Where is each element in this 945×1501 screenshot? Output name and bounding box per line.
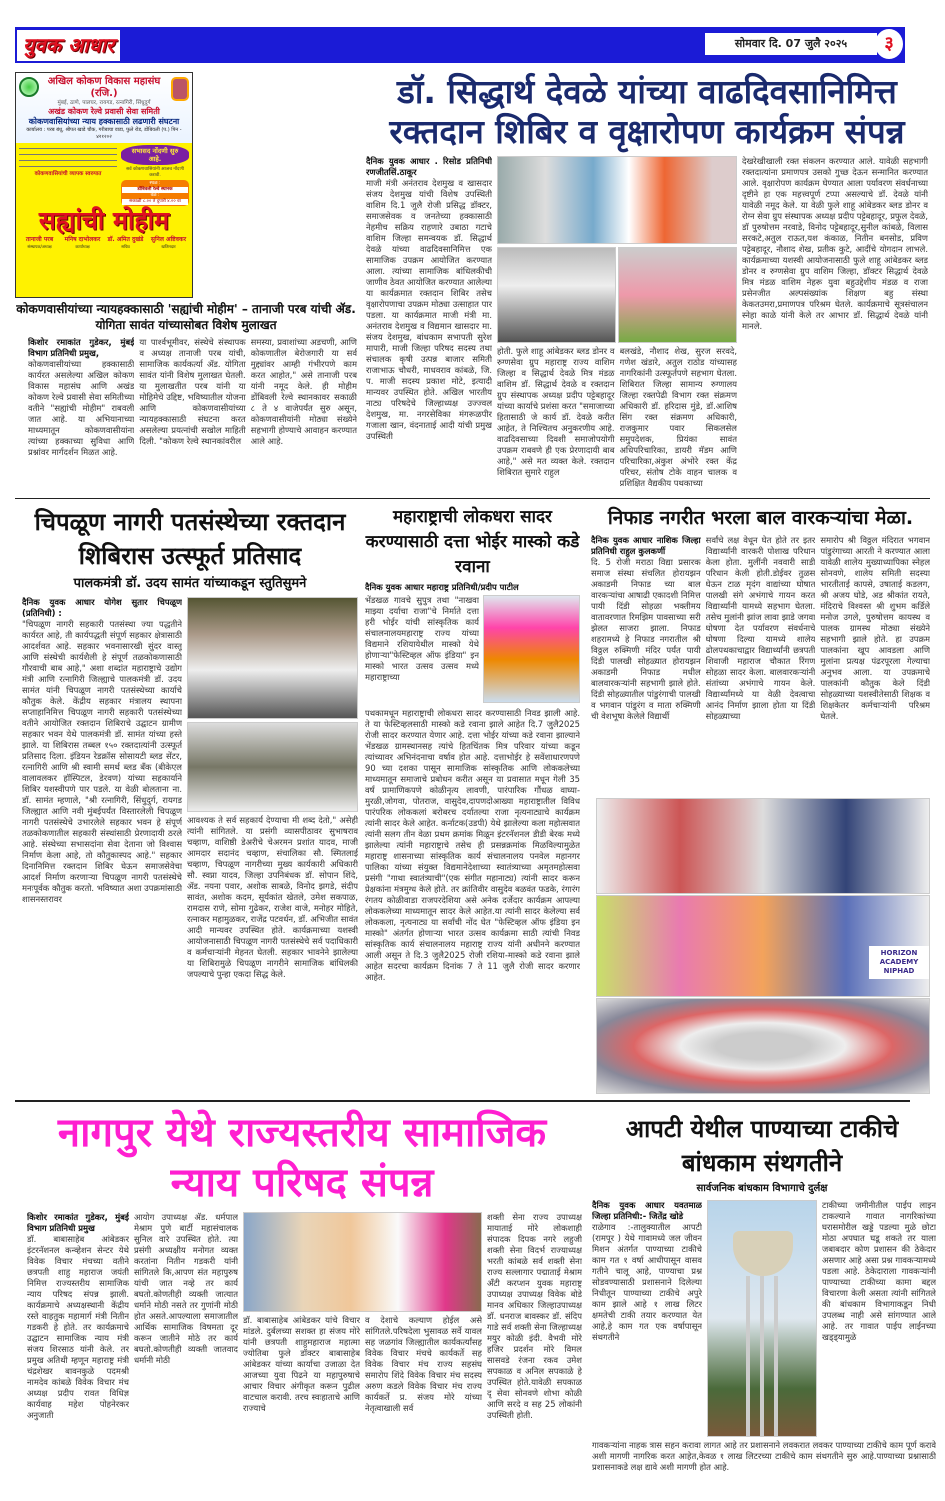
- section-divider: [15, 498, 930, 499]
- a3-headline: चिपळूण नागरी पतसंस्थेच्या रक्तदान शिबिरास उत्स्फूर्त प्रतिसाद: [34, 508, 346, 570]
- blood-donation-photo: [497, 156, 737, 244]
- tank-pillars: [746, 1276, 780, 1436]
- a3-byline: दैनिक युवक आधार योगेश सुतार चिपळूण (प्रतिनिधी) :: [22, 597, 182, 618]
- a4-headline: महाराष्ट्राची लोकधरा सादर करण्यासाठी दत्ता भोईर मास्को कडे रवाना: [365, 507, 580, 577]
- portrait-icon: [171, 77, 189, 101]
- ad-person: [148, 236, 189, 249]
- a6-col1: [27, 1212, 129, 1496]
- a7-col2: टाकीच्या जमीनीतील पाईप लाइन टाकल्याने गावात नागरिकांच्या घरासमोरील खड्डे पडल्या मुळे छोटा मोठा अपघात घडू शकते तर याला जबाबदार कोण प्रशासन की ठेकेदार असणार आहे असा प्रश्न गावकऱ्यामध्ये पडला आहे. ठेकेदाराला गावकऱ्यांनी पाण्याच्या टाकीच्या कामा बद्दल विचारणा केली असता त्यांनी सांगितले की बांधकाम विभागाकडून निधी उपलब्ध नाही असे सांगण्यात आले आहे. तर गावात पाईप लाईनच्या खड्ड्यामुळे: [822, 1200, 936, 1342]
- a4-top-row: [365, 595, 580, 705]
- article-sahyanchi-mohim: [15, 301, 357, 495]
- a6-lower-cols: [243, 1315, 482, 1496]
- a5-byline: दैनिक युवक आधार नाशिक जिल्हा प्रतिनिधी राहुल कुलकर्णी: [591, 535, 701, 556]
- a5-col2: सर्वांचे लक्ष वेधून घेत होते तर इतर विद्यार्थ्यांनी वारकरी पोशाख परिधान केला होता. मुलींनी नववारी साडी परिधान केली होती.डोईवर तुळस घेऊन टाळ मृदंग वाद्यांच्या घोषात पालखी संगे अभंगाचे गायन करत विद्यार्थ्यांनी यामध्ये सहभाग घेतला. तसेच मुलांनी झांज लावा झाडे जगवा घोषणा देत पर्यावरण संवर्धनाचे घोषणा दिल्या यामध्ये शालेय ढोलपथकाचाद्वार विद्यार्थ्यांनी छत्रपती शिवाजी महाराज चौकात रिंगण सोहळा सादर केला. बालवारकऱ्यांनी संतांच्या अभंगाचे गायन केले. विद्यार्थ्यांमध्ये या वेळी देवत्वाचा आनंद निर्माण झाला होता या दिंडी सोहळ्याच्या: [705, 535, 816, 721]
- campaign-title: सह्यांची मोहीम: [38, 206, 170, 235]
- ad-yellow-panel: [16, 143, 192, 297]
- person-role: सचिव: [121, 243, 130, 249]
- a4-byline: दैनिक युवक आधार महाराष्ट्र प्रतिनिधी/प्रदीप पाटील: [365, 582, 519, 592]
- person-name: तानाजी परब: [25, 236, 54, 243]
- a2-text: माजी मंत्री अनंतराव देशमुख व खासदार संजय देशमुख यांची विशेष उपस्थिती वाशिम दि.1 जुलै रोजी प्रसिद्ध डॉक्टर, समाजसेवक व जनतेच्या हक्कासाठी नेहमीच सक्रिय राहणारे उबाठा गटाचे वाशिम जिल्हा समन्वयक डॉ. सिद्धार्थ देवळे यांच्या वाढदिवसानिमित्त एक सामाजिक उपक्रम आयोजित करण्यात आला. त्यांच्या सामाजिक बांधिलकीची जाणीव ठेवत आयोजित करण्यात आलेल्या या कार्यक्रमात रक्तदान शिबिर तसेच वृक्षारोपणाचा उपक्रम मोठ्या उत्साहात पार पडला. या कार्यक्रमात माजी मंत्री मा. अनंतराव देशमुख व विद्यमान खासदार मा. संजय देशमुख, बांधकाम सभापती सुरेश मापारी, माजी जिल्हा परिषद सदस्य तथा संचालक कृषी उत्पन्न बाजार समिती राजाभाऊ चौधरी, माधवराव कांबळे, जि. प. माजी सदस्य प्रकाश मोटे, इत्यादी मान्यवर उपस्थित होते. अखिल भारतीय नाट्य परिषदेचे जिल्हाध्यक्ष उज्ज्वल देशमुख, मा. नगरसेविका मंगरूळपीर गजाला खान, वंदनाताई आदी यांची प्रमुख उपस्थिती: [366, 178, 492, 441]
- a3-col2: आवश्यक ते सर्व सहकार्य देण्याचा मी शब्द देतो," असेही त्यांनी सांगितले. या प्रसंगी व्यासपीठावर सुभाषराव चव्हाण, वाशिष्ठी डेअरीचे चेअरमन प्रशांत यादव, माजी आमदार सदानंद चव्हाण, संचालिका सौ. स्मितलाई चव्हाण, चिपळूण नागरीच्या मुख्य कार्यकारी अधिकारी सौ. स्वप्ना यादव, जिल्हा उपनिबंधक डॉ. सोपान शिंदे, ॲड. नयना पवार, अशोक साबळे, विनोद झगडे, संदीप सावंत, अशोक कदम, सूर्यकांत खेतले, उमेश सकपाळ, रामदास राणे, सोमा गुढेकर, राजेश वाजे, मनोहर मोहिते, रत्नाकर महामुळकर, राजेंद्र पटवर्धन, डॉ. अभिजीत सावंत आदी मान्यवर उपस्थित होते. कार्यक्रमाच्या यशस्वी आयोजनासाठी चिपळूण नागरी पतसंस्थेचे सर्व पदाधिकारी व कर्मचाऱ्यांनी मेहनत घेतली. सहकार भावनेने झालेल्या या शिबिरामुळे चिपळूण नागरीने सामाजिक बांधिलकी जपल्याचे पुन्हा एकदा सिद्ध केले.: [187, 815, 358, 979]
- a2-byline: दैनिक युवक आधार . रिसोड प्रतिनिधी रणजीतसिं.ठाकूर: [366, 156, 492, 177]
- donors-photo-1: [497, 247, 616, 343]
- donors-photo-2: [618, 247, 737, 343]
- a1-text: कोकणवासीयांच्या हक्कासाठी कार्यरत असलेल्या अखिल कोकण विकास महासंघ आणि अखंड कोकण रेल्वे प्रवासी सेवा समितीच्या वतीने "सह्यांची मोहीम" राबवली जात आहे. या अभियानाच्या माध्यमातून कोकणवासीयांना त्यांच्या हक्काच्या सुविधा आणि प्रश्नांवर मार्गदर्शन मिळत आहे.: [28, 359, 135, 457]
- horizon-academy-banner: HORIZON ACADEMY NIPHAD: [869, 946, 929, 979]
- ad-person: [19, 236, 60, 249]
- a6-col5: शक्ती सेना राज्य उपाध्यक्ष मायाताई मोरे लोकशाही संपादक दिपक नगरे लहुजी शक्ती सेना विदर्भ राज्याध्यक्ष भरती कांबळे सर्व शक्ती सेना राज्य सल्लागार पद्माताई मेश्राम अँटी करप्शन युवक महाराष्ट्र उपाध्यक्ष उपाध्यक्ष विवेक बोडे मानव अधिकार जिल्हाउपाध्यक्ष डॉ. धनराज बावस्कर डॉ. संदिप गाडे सर्व शक्ती सेना जिल्हाध्यक्ष मयुर कोळी इंदी. वैभवी मोरे हजिर प्रदर्शन मोरे विमल सासवडे रंजना रकव उमेश सपकाळ व अनिल सपकाळे हे उपस्थित होते.यावेळी सपकाळ दृ सेवा सोनवणे शोभा कोळी आणि सरदे व सह 25 लोकांनी उपस्थिती होती.: [487, 1212, 582, 1420]
- person-role: कार्याध्यक्ष: [75, 243, 90, 249]
- newspaper-logo: युवक आधार: [17, 30, 120, 61]
- a3-col1: [22, 597, 182, 1094]
- a2-lower-cols: [497, 346, 737, 493]
- a4-col2: पथकामधून महाराष्ट्राची लोकधरा सादर करण्यासाठी निवड झाली आहे. ते या फेस्टिव्हलसाठी मास्को कडे रवाना झाले आहेत दि.7 जुलै2025 रोजी सादर करण्यात येणार आहे. दत्ता भोईर यांच्या कडे रवाना झाल्याने भेंडखळ ग्रामस्थानसह त्यांचे हितचिंतक मित्र परिवार यांच्या कडून त्यांच्यावर अभिनंदनाचा वर्षाव होत आहे. दत्ताभोईर हे सवेंशाधारणपणे 90 च्या दशका पासून सामाजिक सांस्कृतिक आणि लोककलेच्या माध्यमातून समाजाचे प्रबोधन करीत असून या प्रवासात मधून गेली 35 वर्षं प्रामाणिकपणे कोळीनृत्य लावणी, पारंपारिक गौंधळ वाघ्या-मुरळी,जोगवा, पोतराज, वासुदेव,दापणदोआख्या महाराष्ट्रातील विविध पारंपरिक लोककलां बरोबरच दर्यातल्या राजा नृत्यनाट्याचे कार्यक्रम त्यांनी सादर केले आहेत. कर्नाटक(उडपी) येथे झालेल्या कला महोत्सवात त्यांनी सलग तीन वेळा प्रथम क्रमांक मिळून इंटरनॅशनल डीडी बेरक मध्ये झालेल्या त्यांनी महाराष्ट्राचे तसेच ही प्रसन्नक्रमांक मिळविल्यामुळेत महाराष्ट्र शासनाच्या सांस्कृतिक कार्य संचालनालय पनवेल महानगर पालिका यांच्या संयुक्त विद्यमानेदेशाच्या स्वातंत्र्याच्या अमृतमहोत्सवा प्रसंगी "गाथा स्वातंत्र्याची"(एक संगीत महानाट्य) त्यांनी सादर करून प्रेक्षकांना मंत्रमुग्ध केले होते. तर क्रांतिवीर वासुदेव बळवंत फडके, रंगारंग रंगतय कोळीवाडा राजपरदेशिया असे अनेक दर्जेदार कार्यक्रम आपल्या लोककलेच्या माध्यमातून सादर केले आहेत.या त्यांनी सादर केलेल्या सर्व लोककला, नृत्यनाट्य या सर्वांची नोंद घेत "फेस्टिव्हल ऑफ इंडिया इन मास्को" अंतर्गत होणाऱ्या भारत उत्सव कार्यक्रमा साठी त्यांची निवड सांस्कृतिक कार्य संचालनालय महाराष्ट्र राज्य यांनी अधीनने करण्यात आली असून ते दि.3 जुलै2025 रोजी रशिया-मास्को कडे रवाना झाले आहेत सदरचा कार्यक्रम दिनांक 7 ते 11 जुलै रोजी सादर करणार आहेत.: [365, 708, 580, 982]
- ad-bullet-lines: [19, 145, 117, 169]
- a6-byline: किशोर रमाकांत गुडेकर, मुंबई विभाग प्रतिनिधी प्रमुख: [27, 1212, 129, 1233]
- water-tank-photo: [707, 1200, 817, 1437]
- a2-photo-row: [497, 247, 737, 343]
- a2-col1: [366, 156, 492, 493]
- a6-text: डॉ. बाबासाहेब आंबेडकर इंटरनॅशनल कन्व्हेशन सेन्टर येथे विवेक विचार मंचच्या वतीने छत्रपती शाहु महाराज जयंती निमित्त राज्यस्तरीय सामाजिक न्याय परिषद संपन्न झाली. कार्यक्रमाचे अध्यक्षस्थानी केंद्रीय रस्ते वाहतुक महामार्ग मंत्री नितीन गडकरी हे होते. तर कार्यक्रमाचे उद्घाटन सामाजिक न्याय मंत्री संजय शिरसाठ यांनी केले. तर प्रमुख अतिथी म्हणून महाराष्ट्र मंत्री चंद्रशेखर बावनकुळे पदमश्री नामदेव कांबळे विवेक विचार मंच अध्यक्ष प्रदीप रावत विधिज्ञ कार्यवाह महेश पोहनेरकर अनुजाती: [27, 1234, 129, 1420]
- ad-org-name: अखिल कोकण विकास महासंघ (रजि.): [47, 76, 161, 99]
- ad-person: [105, 236, 146, 249]
- ad-upper: [19, 145, 189, 206]
- a3-right: [187, 597, 358, 1094]
- a6-col3: डॉ. बाबासाहेब आंबेडकर यांचे विचार मांडले. दुर्बलच्या सशक्त हा संजय मोरे यांनी छत्रपती शाहुमहाराज महात्मा ज्योतिबा फुले डॉक्टर बाबासाहेब आंबेडकर यांच्या कार्याचा उजाळा देत आजच्या युवा पिढने या महापुरुषाचे आचार विचार अंगीकृत करून पुढील वाटचाल करावी. तरच स्वःहाताचे आणि राज्याचे: [243, 1315, 360, 1413]
- time-label: वेळ :: [150, 193, 160, 198]
- ad-left: [19, 145, 117, 206]
- a7-byline: दैनिक युवक आधार यवतमाळ जिल्हा प्रतिनिधी:- जितेंद्र खोडे: [592, 1200, 702, 1221]
- teachers-group-photo: [596, 895, 930, 997]
- a2-headline: डॉ. सिद्धार्थ देवळे यांच्या वाढदिवसानिमित्त रक्तदान शिबिर व वृक्षारोपण कार्यक्रम संपन्न: [389, 72, 905, 151]
- a3-subhead: पालकमंत्री डॉ. उदय सामंत यांच्याकडून स्तुतिसुमने: [73, 576, 307, 591]
- a1-byline: किशोर रमाकांत गुडेकर, मुंबई विभाग प्रतिनिधी प्रमुख,: [28, 337, 135, 358]
- person-role: खजिनदार: [161, 243, 176, 249]
- tank-shape: [733, 1231, 793, 1276]
- a6-col4: व देशाचे कल्याण होईल असे सांगितले.परिषदेला भुसावळ सर्वे यावल सह जळगांव जिल्ह्यातील कार्यकर्त्यांसह विवेक विचार मंचचे कार्यकर्ते सह विवेक विचार मंच राज्य सहसंघ समारोप शिंदे विवेक विचार मंच सदस्य अरुण कडले विवेक विचार मंच राज्य कार्यकर्ते प्र. संजय मोरे यांच्या नेतृत्वाखाली सर्व: [365, 1315, 482, 1413]
- a6-middle: [243, 1212, 482, 1496]
- a7-col1: [592, 1200, 702, 1437]
- ad-address: कार्यालय : परब बंधू, श्रीपत खाडे चौक, गरीबाचा वाडा, फुले रोड, डोंबिवली (प.) पिन - ४२१२०२: [26, 127, 182, 140]
- article-blood-donation: [366, 72, 928, 493]
- a2-col2: होती. फुले शाहू आंबेडकर ब्लड डोनर व रुग्णसेवा ग्रुप महाराष्ट्र राज्य वाशिम जिल्हा व सिद्धार्थ देवळे मित्र मंडळ वाशिम डॉ. सिद्धार्थ देवळे व रक्तदान ग्रुप संस्थापक अध्यक्ष प्रदीप पट्टेबहादूर यांच्या कार्याचे प्रशंसा करत "समाजाच्या हितासाठी जे कार्य डॉ. देवळे करीत आहेत, ते निश्चितच अनुकरणीय आहे. वाढदिवसाच्या दिवशी समाजोपयोगी उपक्रम राबवणे ही एक प्रेरणादायी बाब आहे," असे मत व्यक्त केले. रक्तदान शिबिरात सुमारे राहुल: [497, 346, 615, 477]
- a5-col3: समारोप श्री विठ्ठल मंदिरात भगवान पांडुरंगाच्या आरती ने करण्यात आला यावेळी शालेय मुख्याध्यापिका स्नेहल सोनवणे, शालेय समिती सदस्या भारतीताई कापसे, उषाताई कडलग, श्री अजय घोडे, अड श्रीकांत रायते, मंदिराचे विश्वस्त श्री शुभम कर्डिले मनोज उगले, पुरुषोत्तम कायस्थ व पालक ग्रामस्थ मोठ्या संख्येने सहभागी झाले होते. हा उपक्रम पालकांना खूप आवडला आणि मुलांना प्रत्यक्ष पंढरपूरला गेल्याचा अनुभव आला. या उपक्रमाचे पालकांनी कौतुक केले दिंडी सोहळ्याच्या यशस्वीतेसाठी शिक्षक व शिक्षकेतर कर्मचाऱ्यांनी परिश्रम घेतले.: [820, 535, 931, 721]
- ad-sub: कोकणवासियांची व्यापक स्वरुपात: [34, 171, 102, 177]
- article-nagpur: [22, 1108, 582, 1496]
- person-role: संस्थापक/अध्यक्ष: [27, 243, 52, 249]
- section-divider: [15, 1100, 910, 1102]
- membership-burst: सभासद नोंदणी सुरु आहे.: [121, 145, 189, 165]
- a4-byline-block: [365, 582, 580, 593]
- article-apti-tank: [588, 1112, 936, 1496]
- a5-text: दि. 5 रोजी मराठा विद्या प्रसारक समाज संस्था संचलित होरायझन अकाडमी निफाड च्या बाल वारकऱ्यांचा आषाढी एकादशी निमित्त पायी दिंडी सोहळा भक्तीमय वातावरणात रिमझिम पावसाच्या सरी झेलत साजरा झाला. निफाड शहरामध्ये हे निफाड नगरातील श्री विठ्ठल रुक्मिणी मंदिर पर्यंत पायी दिंडी पालखी सोहळ्यात होरायझन अकाडमी निफाड मधील बालवारकऱ्यांनी सहभागी झाले होते. दिंडी सोहळ्यातील पांडुरंगाची पालखी व भगवान पांडुरंग व माता रुक्मिणी ची वेशभूषा केलेले विद्यार्थी: [591, 557, 701, 721]
- person-name: डॉ. अमित दुखंडे: [107, 236, 144, 243]
- org-emblem-icon: [19, 77, 39, 97]
- a2-col4: देखरेखीखाली रक्त संकलन करण्यात आले. यावेळी सहभागी रक्तदात्यांना प्रमाणपत्र उसको गुच्छ देऊन सन्मानित करण्यात आले. वृक्षारोपण कार्यक्रम घेण्यात आला पर्यावरण संवर्धनाच्या दृष्टीने हा एक महत्त्वपूर्ण टप्पा असल्याचे डॉ. देवळे यांनी यावेळी नमूद केले. या वेळी फुले शाहू आंबेडकर ब्लड डोनर व रोग्न सेवा ग्रुप संस्थापक अध्यक्ष प्रदीप पट्टेबहादूर, प्रफुल देवळे, डॉ पुरुषोत्तम नरवाडे, विनोद पट्टेबहादूर,सुनील कांबळे, विलास सरकटे,अतुल राऊत,यश कंकाळ, नितीन बनसोड, प्रविण पट्टेबहादूर, नौशाद शेख, प्रतीक कुटे, आदींचे योगदान लाभले. कार्यक्रमाच्या यशस्वी आयोजनासाठी फुले शाहू आंबेडकर ब्लड डोनर व रुग्णसेवा ग्रुप वाशिम जिल्हा, डॉक्टर सिद्धार्थ देवळे मित्र मंडळ वाशिम नेहरू युवा बहुउद्देशीय मंडळ व राजा प्रसेनजीत अल्पसंख्यांक शिक्षण बहु संस्था केकतउमरा,प्रमाणपत्र परिश्रम घेतले. कार्यक्रमाचे सूत्रसंचालन स्नेहा काळे यांनी केले तर आभार डॉ. सिद्धार्थ देवळे यांनी मानले.: [742, 156, 928, 331]
- gadkari-photo: [243, 1212, 482, 1312]
- a7-text: राळेगाव :-तालुक्यातील आपटी (रामपूर ) येथे गावामध्ये जल जीवन मिशन अंतर्गत पाण्याच्या टाकीचे काम गत १ वर्षा आधीपासून वासव गतीने चालू आहे, पाण्याचा प्रश्न सोडवण्यासाठी प्रशासनाने दिलेल्या निधीतून पाण्याच्या टाकीचे अपुरे काम झाले आहे १ लाख लिटर क्षमतेची टाकी तयार करण्यात येत आहे,हे काम गत एक वर्षापासून संथगतीने: [592, 1222, 702, 1342]
- datta-bhoir-photo: [483, 595, 580, 703]
- a5-col1: [591, 535, 701, 794]
- ad-appeal: सर्व कोकणवासियांनी आजच नोंदणी करावी.: [126, 167, 184, 178]
- ad-tagline: कोकणवासियांच्या न्याय हक्कासाठी लढणारी संघटना: [28, 117, 180, 126]
- venue-box: [121, 180, 189, 206]
- ad-right: [121, 145, 189, 206]
- article-nifad: [588, 505, 933, 1094]
- a7-subhead: सार्वजनिक बांधकाम विभागाचे दुर्लक्ष: [696, 1183, 828, 1194]
- article-chiplun: [22, 505, 358, 1094]
- a7-col3: गावकऱ्यांना नाहक त्रास सहन करावा लागत आहे तर प्रशासनाने लवकरात लवकर पाण्याच्या टाकीचे काम पूर्ण करावे अशी मागणी नागरिक करत आहेत,केवळ १ लाख लिटरच्या टाकीचे काम संथगतीने सुरु आहे.पाण्याच्या प्रश्नासाठी प्रशासनाकडे लक्ष द्यावे अशी मागणी होत आहे.: [592, 1440, 936, 1472]
- a6-headline: नागपुर येथे राज्यस्तरीय सामाजिक न्याय परिषद संपन्न: [57, 1110, 547, 1206]
- a4-col1: [365, 595, 479, 705]
- a1-col3: समस्या, प्रवाशांच्या अडचणी, आणि कोकणातील बेरोजगारी या सर्व मुद्द्यांवर आम्ही गंभीरपणे काम करत आहोत," असे तानाजी परब यांनी नमूद केले. ही मोहीम डोंबिवली रेल्वे स्थानकावर सकाळी ८ ते ४ वाजेपर्यंत सुरु असून, कोकणवासीयांनी मोठ्या संख्येने सहभागी होण्याचे आवाहन करण्यात आले आहे.: [250, 337, 357, 446]
- ad-committee: अखंड कोकण रेल्वे प्रवासी सेवा समिती: [48, 107, 160, 116]
- a6-col2: आयोग उपाध्यक्ष ॲड. धर्मपाल मेश्राम पुणे बार्टी महासंचालक सुनिल वारे उपस्थित होते. त्या प्रसंगी अध्यक्षीय मनोगत व्यक्त करतांना नितीन गडकरी यांनी सांगितले कि,आपण संत महापुरुष यांची जात नव्हे तर कार्य बघतो.कोणतीही व्यक्ती जात्यात धर्माने मोठी नसते तर गुणांनी मोठी होत असते.आपल्याला समाजातील आर्थिक सामाजिक विषमता दूर करून जातीने मोठे तर कार्य बघतो.कोणतीही व्यक्ती जातवाद धर्मानी मोठी: [134, 1212, 238, 1365]
- a1-headline: कोकणवासीयांच्या न्यायहक्कासाठी 'सह्यांची मोहीम' – तानाजी परब यांची ॲड. योगिता सावंत यांच्यासोबत विशेष मुलाखत: [16, 302, 356, 332]
- page-number: ३: [875, 29, 903, 59]
- person-name: मनिष दाभोलकर: [64, 236, 101, 243]
- ad-person: [62, 236, 103, 249]
- a1-col1: [28, 337, 134, 495]
- ad-people: [19, 236, 189, 249]
- a5-photos: [596, 798, 930, 1094]
- ad-header: [16, 73, 192, 143]
- ad-districts: मुंबई, ठाणे, पालघर, रायगड, रत्नागिरी, सिंधुदुर्ग: [57, 100, 151, 106]
- venue-value: डोंबिवली रेल्वे स्थानक: [122, 187, 188, 193]
- advertisement: [15, 72, 193, 298]
- a2-middle: [497, 156, 737, 493]
- a5-headline: निफाड नगरीत भरला बाल वारकऱ्यांचा मेळा.: [607, 507, 914, 529]
- a7-headline: आपटी येथील पाण्याच्या टाकीचे बांधकाम संथगतीने: [625, 1115, 899, 1177]
- meeting-photo: [187, 722, 358, 812]
- dindi-photo-1: [596, 798, 930, 894]
- a2-col3: बलखंडे, नौशाद शेख, सुरज सरवदे, गणेश खंडारे, अतुल राठोड यांच्यासह नागरिकांनी उत्स्फूर्तपणे सहभाग घेतला. शिबिरात जिल्हा सामान्य रुग्णालय जिल्हा रक्तपेढी विभाग रक्त संक्रमण अधिकारी डॉ. हरिदास मुंडे, डॉ.आशिष सिंग रक्त संक्रमण अधिकारी, राजकुमार पवार सिकलसेल समुपदेशक, प्रियंका सावंत अधिपरिचारिका, डायरी मॅडम आणि परिचारिका,अंकुश अंभोरे रक्त केंद्र परिचर, संतोष टोके वाहन चालक व प्रशिक्षित वैद्यकीय पथकाच्या: [619, 346, 737, 488]
- felicitation-photo: [187, 597, 358, 719]
- venue-label: स्थळ :: [149, 181, 161, 186]
- ringan-photo: [596, 998, 930, 1094]
- person-name: सुनिल अष्टिवकर: [150, 236, 187, 243]
- a4-text: भेंडखळ गावचे सुपुत्र तथा "नाखवा माझ्या दर्याचा राजा"चे निर्माते दत्ता हरी भोईर यांची सांस्कृतिक कार्य संचालनालयमहाराष्ट्र राज्य यांच्या विद्यमाने रशियायेथील मास्को येथे होणाऱ्या"फेस्टिव्हल ऑफ इंडिया" इन मास्को भारत उत्सव उत्सव मध्ये महाराष्ट्राच्या: [365, 595, 479, 682]
- article-datta-bhoir: [365, 505, 580, 1094]
- issue-date: सोमवार दि. 07 जुलै २०२५: [705, 33, 877, 55]
- a3-text: "चिपळूण नागरी सहकारी पतसंस्था ज्या पद्धतीने कार्यरत आहे, ती कार्यपद्धती संपूर्ण सहकार क्षेत्रासाठी आदर्शवत आहे. सहकार भवनासारखी सुंदर वास्तू आणि संस्थेची कार्यशैली हे संपूर्ण तळकोकणासाठी गौरवाची बाब आहे," अशा शब्दांत महाराष्ट्राचे उद्योग मंत्री आणि रत्नागिरी जिल्ह्याचे पालकमंत्री डॉ. उदय सामंत यांनी चिपळूण नागरी पतसंस्थेच्या कार्याचे कौतुक केले. केंद्रीय सहकार मंत्रालय स्थापना सप्ताहानिमित्त चिपळूण नागरी सहकारी पतसंस्थेच्या वतीने आयोजित रक्तदान शिबिराचे उद्घाटन ग्रामीण सहकार भवन येथे पालकमंत्री डॉ. सामंत यांच्या हस्ते झाले. या शिबिरास तब्बल १५० रक्तदात्यांनी उत्स्फूर्त प्रतिसाद दिला. इंडियन रेडक्रॉस सोसायटी ब्लड सेंटर, रत्नागिरी आणि श्री स्वामी समर्थ ब्लड बँक (बीकेएल वालावलकर हॉस्पिटल, डेरवण) यांच्या सहकार्याने शिबिर यशस्वीपणे पार पडले. या वेळी बोलताना ना. डॉ. सामंत म्हणाले, "श्री रत्नागिरी, सिंधुदुर्ग, रायगड जिल्ह्यात आणि नवी मुंबईपर्यंत विस्तारलेली चिपळूण नागरी पतसंस्थेचे उभारलेले सहकार भवन हे संपूर्ण तळकोकणातील सहकारी संस्थांसाठी प्रेरणादायी ठरले आहे. संस्थेच्या सभासदांना सेवा देताना जो विश्वास निर्माण केला आहे, तो कौतुकास्पद आहे." सहकार दिनानिमित्त रक्तदान शिबिर घेऊन समाजसेवेचा आदर्श निर्माण करणाऱ्या चिपळूण नागरी पतसंस्थेचे मनःपूर्वक कौतुक करतो. भविष्यात अशा उपक्रमांसाठी शासनस्तरावर: [22, 619, 182, 904]
- a1-col2: या पार्श्वभूमीवर, संस्थेचे संस्थापक व अध्यक्ष तानाजी परब यांची, सामाजिक कार्यकर्त्या ॲड. योगिता सावंत यांनी विशेष मुलाखत घेतली. या मुलाखतीत परब यांनी या मोहिमेचे उद्दिष्ट, भविष्यातील योजना आणि कोकणवासीयांच्या न्यायहक्कासाठी संघटना करत असलेल्या प्रयत्नांची सखोल माहिती दिली. "कोकण रेल्वे स्थानकांवरील: [139, 337, 246, 446]
- time-value: सकाळी ८.०० ते दुपारी ४.०० वा: [122, 199, 188, 205]
